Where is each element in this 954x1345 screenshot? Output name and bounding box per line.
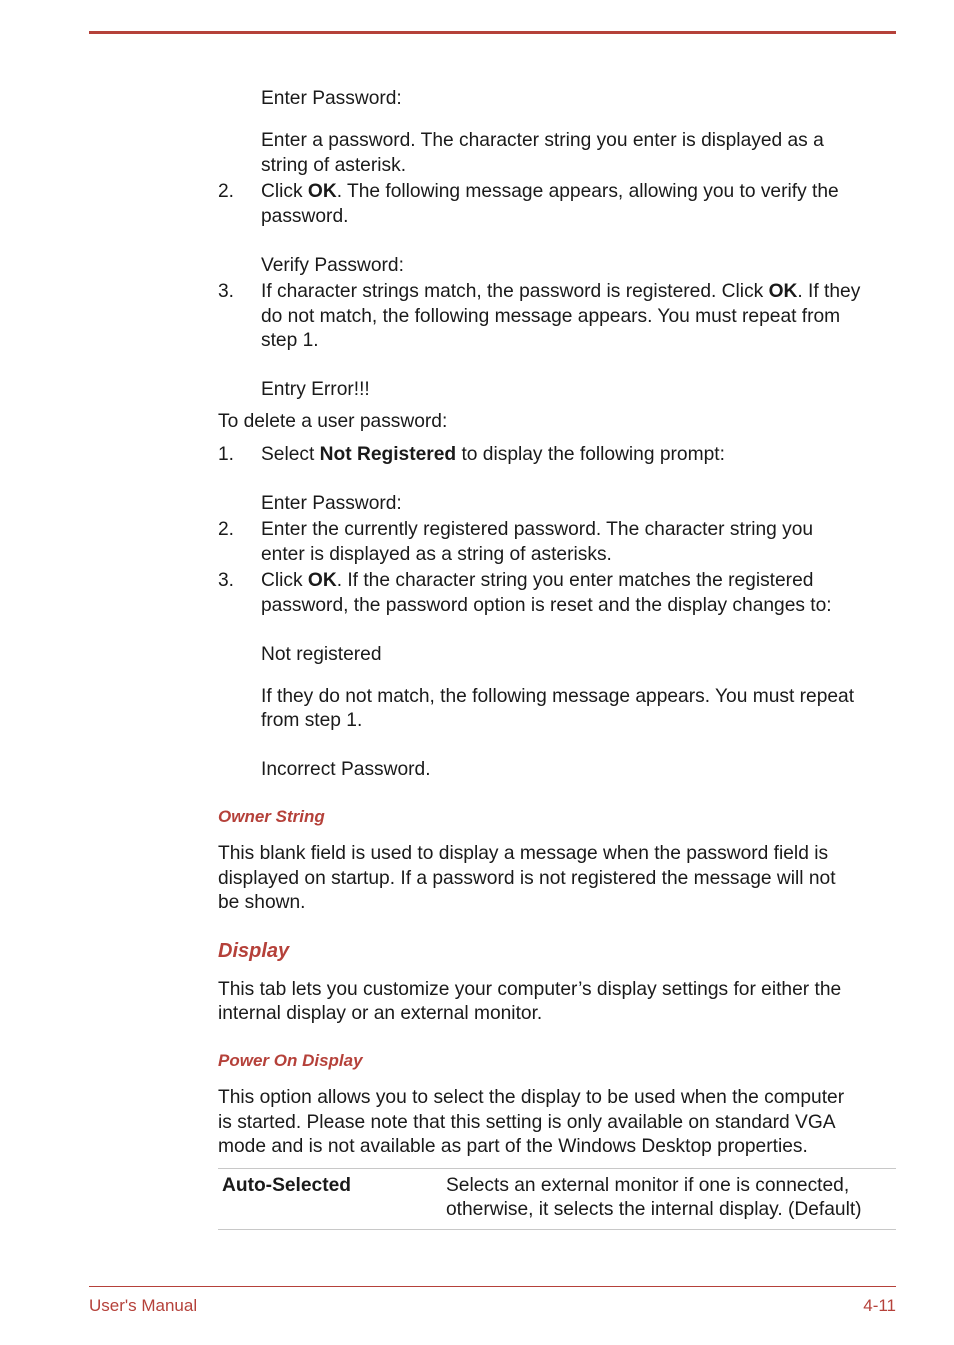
- owner-string-line2: displayed on startup. If a password is not registered the message will not: [218, 868, 836, 889]
- set-step3-line1: If character strings match, the password is registered. Click OK. If they: [261, 281, 861, 302]
- mismatch-line1: If they do not match, the following message appears. You must repeat: [261, 686, 855, 707]
- delete-step3-line1: Click OK. If the character string you enter matches the registered: [261, 570, 814, 591]
- delete-step2-line2: enter is displayed as a string of asterisks.: [261, 544, 612, 565]
- display-line1: This tab lets you customize your computer’s display settings for either the: [218, 979, 842, 1000]
- table-desc-line2: otherwise, it selects the internal display. (Default): [446, 1199, 862, 1220]
- verify-password-prompt: Verify Password:: [261, 255, 404, 276]
- options-table: [218, 1168, 896, 1230]
- enter-password-desc-line2: string of asterisk.: [261, 155, 407, 176]
- list-number: 2.: [218, 519, 235, 540]
- delete-intro: To delete a user password:: [218, 411, 448, 432]
- table-desc-line1: Selects an external monitor if one is connected,: [446, 1175, 850, 1196]
- set-step2-line2: password.: [261, 206, 349, 227]
- list-number: 3.: [218, 281, 235, 302]
- ok-label: OK: [307, 570, 337, 591]
- footer-manual-title: User's Manual: [89, 1296, 198, 1315]
- not-registered-label: Not Registered: [319, 444, 457, 465]
- set-step3-line3: step 1.: [261, 330, 319, 351]
- entry-error-message: Entry Error!!!: [261, 379, 370, 400]
- power-on-display-heading: Power On Display: [218, 1051, 363, 1070]
- footer-page-number: 4-11: [863, 1296, 896, 1315]
- enter-password-prompt: Enter Password:: [261, 88, 402, 109]
- owner-string-line1: This blank field is used to display a message when the password field is: [218, 843, 829, 864]
- power-on-display-line1: This option allows you to select the display to be used when the computer: [218, 1087, 845, 1108]
- set-step2-line1: Click OK. The following message appears, allowing you to verify the: [261, 181, 839, 202]
- delete-step3-line2: password, the password option is reset and the display changes to:: [261, 595, 832, 616]
- list-number: 1.: [218, 444, 235, 465]
- delete-step1: Select Not Registered to display the following prompt:: [261, 444, 725, 465]
- owner-string-line3: be shown.: [218, 892, 306, 913]
- set-step3-line2: do not match, the following message appears. You must repeat from: [261, 306, 841, 327]
- display-line2: internal display or an external monitor.: [218, 1003, 543, 1024]
- delete-enter-password-prompt: Enter Password:: [261, 493, 402, 514]
- ok-label: OK: [768, 281, 798, 302]
- delete-step2-line1: Enter the currently registered password. The character string you: [261, 519, 814, 540]
- table-option-cell: Auto-Selected: [222, 1175, 352, 1196]
- footer-rule: [89, 1286, 896, 1287]
- incorrect-password-message: Incorrect Password.: [261, 759, 431, 780]
- power-on-display-line3: mode and is not available as part of the Windows Desktop properties.: [218, 1136, 808, 1157]
- header-rule: [89, 31, 896, 34]
- not-registered-message: Not registered: [261, 644, 382, 665]
- owner-string-heading: Owner String: [218, 807, 325, 826]
- enter-password-desc-line1: Enter a password. The character string you enter is displayed as a: [261, 130, 824, 151]
- power-on-display-line2: is started. Please note that this setting is only available on standard VGA: [218, 1112, 836, 1133]
- mismatch-line2: from step 1.: [261, 710, 363, 731]
- ok-label: OK: [307, 181, 337, 202]
- display-heading: Display: [218, 940, 290, 962]
- list-number: 2.: [218, 181, 235, 202]
- list-number: 3.: [218, 570, 235, 591]
